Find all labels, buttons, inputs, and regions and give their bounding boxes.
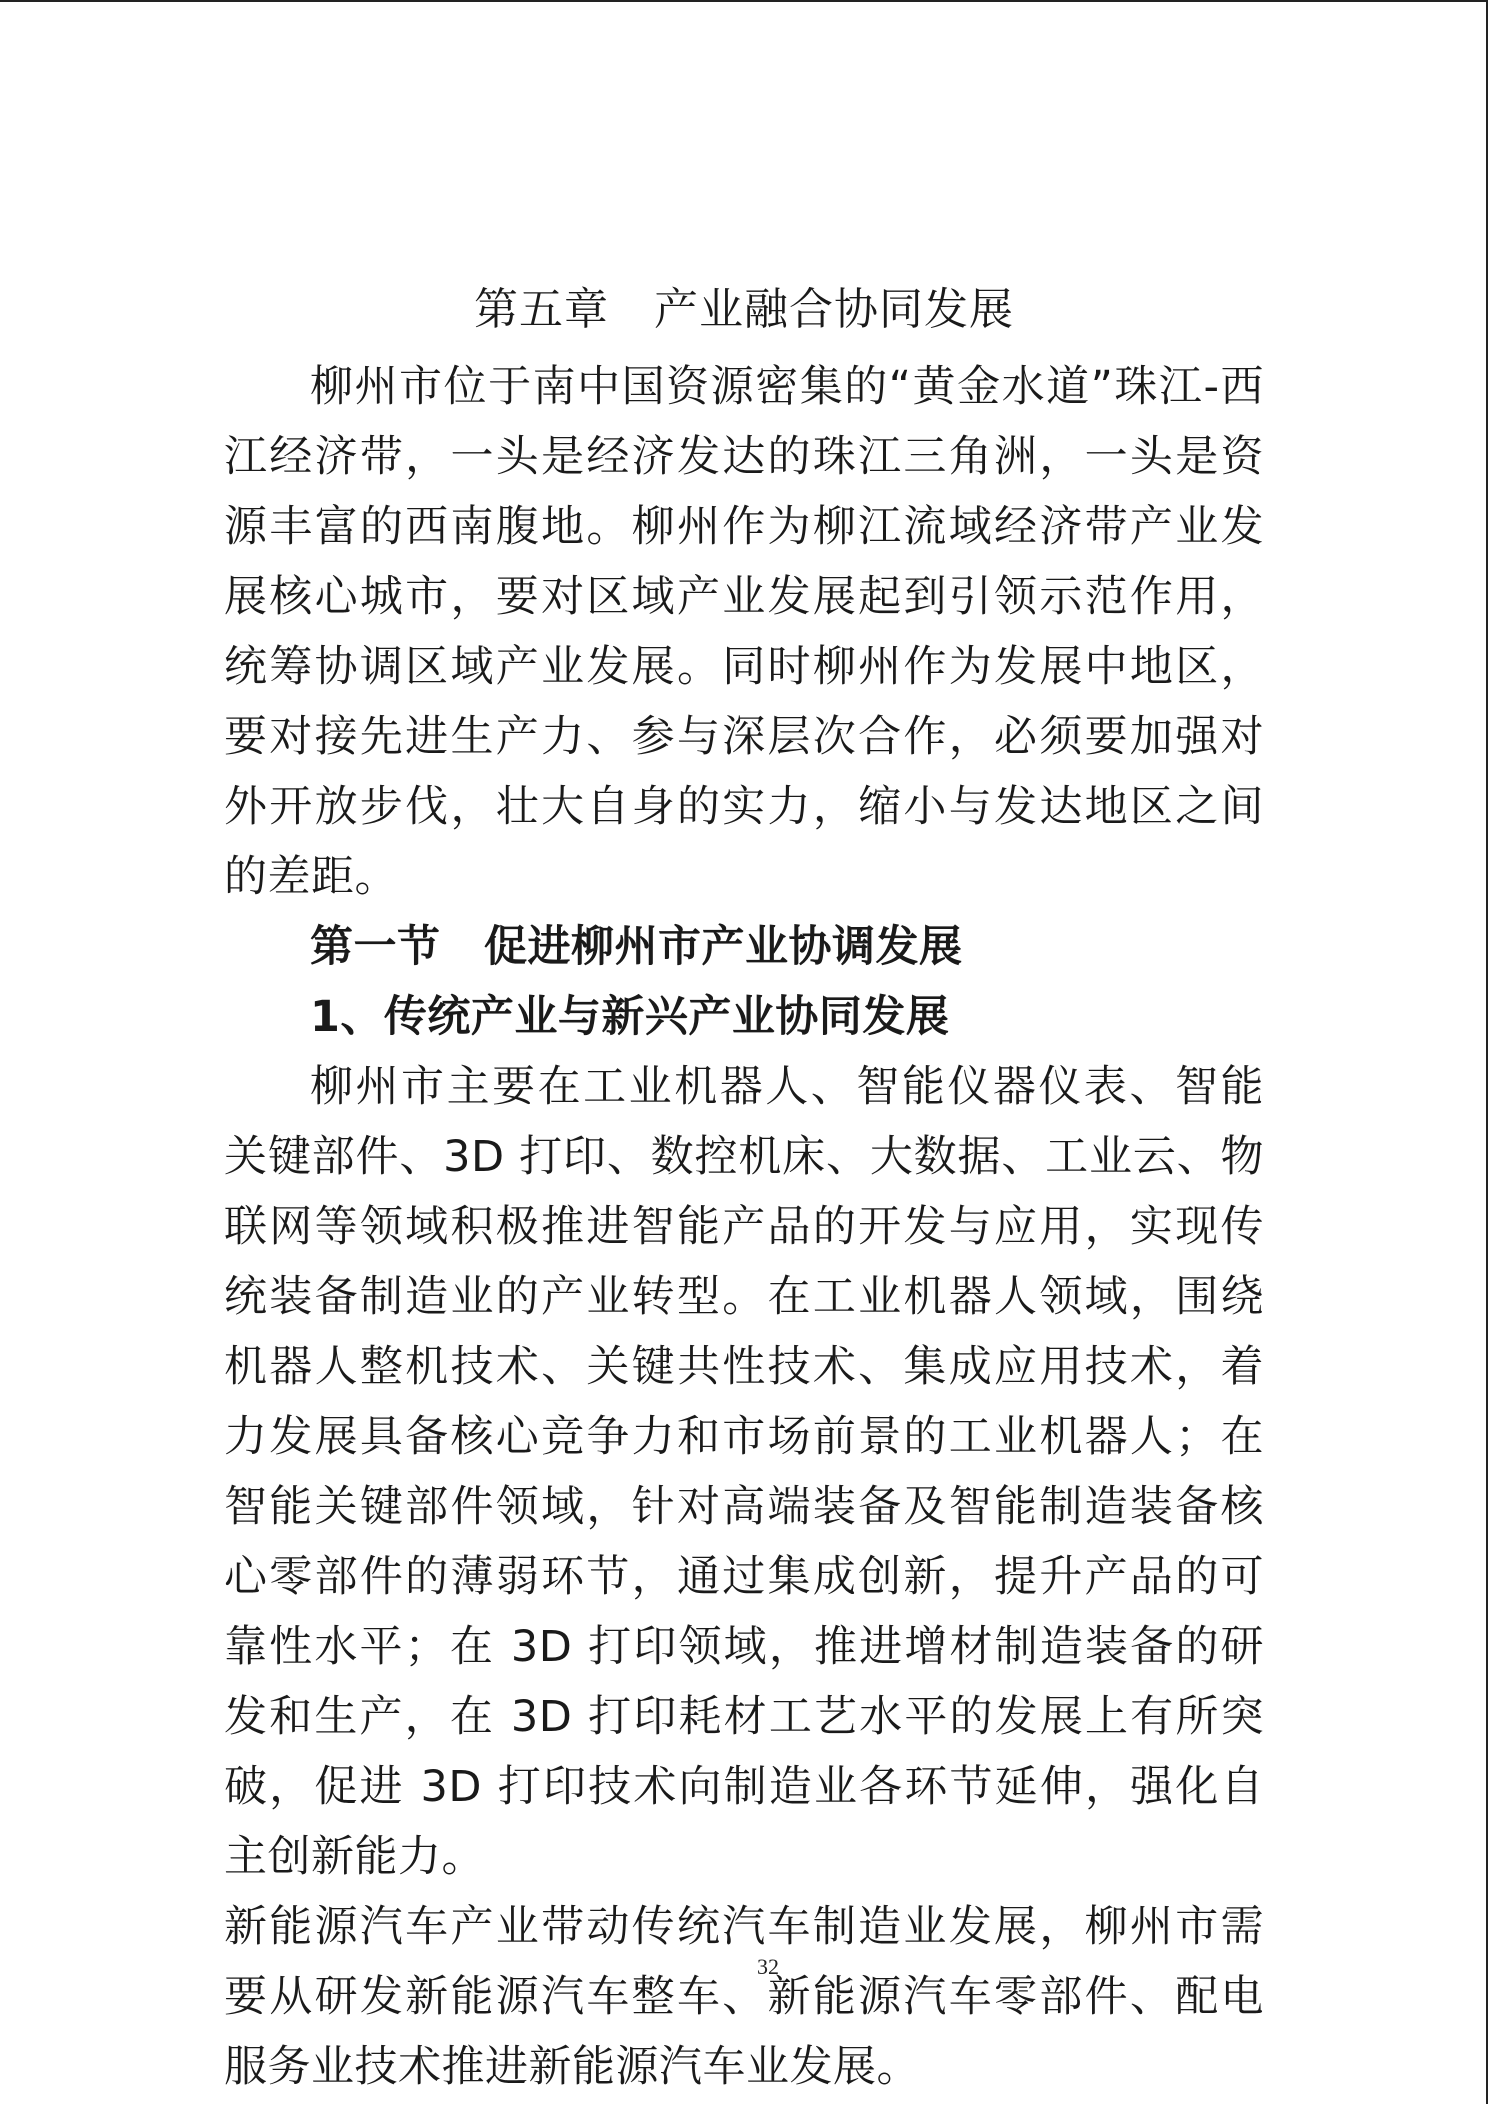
document-page	[224, 280, 1264, 2102]
chapter-title: 第五章 产业融合协同发展	[474, 284, 1014, 335]
intro-paragraph: 柳州市位于南中国资源密集的“黄金水道”珠江-西江经济带，一头是经济发达的珠江三角洲，一头是资源丰富的西南腹地。柳州作为柳江流域经济带产业发展核心城市，要对区域产业发展起到引领示范作用，统筹协调区域产业发展。同时柳州作为发展中地区，要对接先进生产力、参与深层次合作，必须要加强对外开放步伐，壮大自身的实力，缩小与发达地区之间的差距。	[224, 362, 1264, 902]
subsection-heading: 1、传统产业与新兴产业协同发展	[310, 992, 950, 1042]
body-paragraph: 柳州市主要在工业机器人、智能仪器仪表、智能关键部件、3D 打印、数控机床、大数据、工业云、物联网等领域积极推进智能产品的开发与应用，实现传统装备制造业的产业转型。在工业机器人领域，围绕机器人整机技术、关键共性技术、集成应用技术，着力发展具备核心竞争力和市场前景的工业机器人；在智能关键部件领域，针对高端装备及智能制造装备核心零部件的薄弱环节，通过集成创新，提升产品的可靠性水平；在 3D 打印领域，推进增材制造装备的研发和生产，在 3D 打印耗材工艺水平的发展上有所突破，促进 3D 打印技术向制造业各环节延伸，强化自主创新能力。	[224, 1062, 1264, 1882]
section-heading: 第一节 促进柳州市产业协调发展	[310, 922, 963, 972]
top-border-line	[0, 0, 1488, 2]
page-number: 32	[757, 1954, 779, 1979]
ev-paragraph: 新能源汽车产业带动传统汽车制造业发展，柳州市需要从研发新能源汽车整车、新能源汽车零部件、配电服务业技术推进新能源汽车业发展。	[224, 1902, 1264, 2092]
